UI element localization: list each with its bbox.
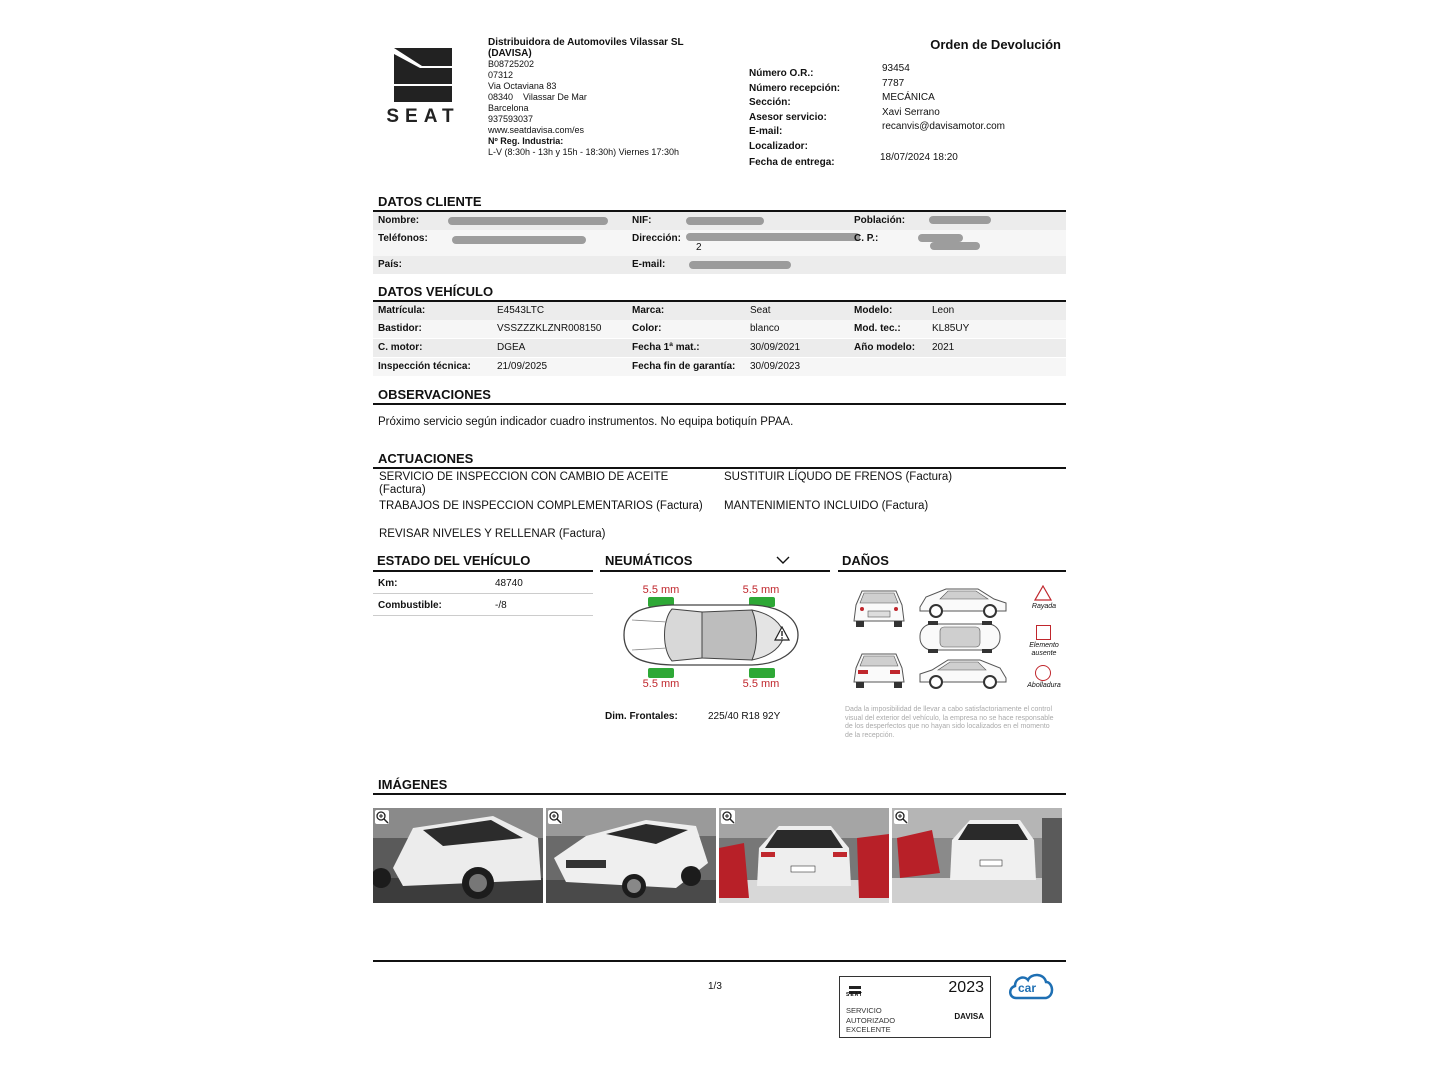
- order-field: Número recepción:: [749, 83, 841, 94]
- dealer-cif: B08725202: [488, 59, 535, 69]
- dealer-postal-city: [488, 92, 728, 103]
- badge-dealer: DAVISA: [954, 1012, 984, 1021]
- legend-scratch-label: Rayada: [1031, 603, 1057, 610]
- vehicle-label: C. motor:: [378, 342, 423, 353]
- vehicle-label: Año modelo:: [854, 342, 916, 353]
- car-front-view-icon: [850, 585, 908, 629]
- seat-wordmark: SEAT: [386, 106, 460, 127]
- order-field: Localizador:: [749, 141, 808, 152]
- car-side-view-left-icon: [916, 656, 1010, 690]
- damages-rule: [838, 570, 1066, 572]
- pais-label: País:: [378, 259, 402, 270]
- actions-title: ACTUACIONES: [378, 451, 474, 466]
- client-row: [373, 212, 1066, 230]
- cp-label: C. P.:: [854, 233, 879, 244]
- order-field: Número O.R.:: [749, 68, 814, 79]
- delivery-date: 18/07/2024 18:20: [880, 152, 958, 163]
- document-title: Orden de Devolución: [930, 37, 1061, 52]
- warning-triangle-icon: [774, 626, 790, 641]
- fuel-label: Combustible:: [378, 600, 442, 611]
- km-value: 48740: [495, 578, 523, 589]
- dealer-postal: 08340: [488, 92, 514, 102]
- dent-legend-circle-icon: [1035, 665, 1051, 681]
- dealer-city: Vilassar De Mar: [523, 92, 587, 102]
- vehicle-row: [373, 302, 1066, 320]
- vehicle-photo-2[interactable]: [546, 808, 716, 903]
- redacted-email: [689, 261, 791, 269]
- images-rule: [373, 793, 1066, 795]
- warranty-end-value: 30/09/2023: [750, 361, 801, 372]
- footer-rule: [373, 960, 1066, 962]
- badge-seat-icon: [848, 982, 862, 992]
- dealer-street: Via Octaviana 83: [488, 81, 557, 91]
- vehicle-state-rule: [373, 570, 593, 572]
- nombre-label: Nombre:: [378, 215, 420, 226]
- tread-rear-right: [749, 668, 775, 678]
- dealer-phone: 937593037: [488, 114, 534, 124]
- zoom-icon[interactable]: [375, 810, 389, 824]
- dealer-hours: L-V (8:30h - 13h y 15h - 18:30h) Viernes 17:30h: [488, 147, 679, 157]
- vehicle-photo-4[interactable]: [892, 808, 1062, 903]
- vehicle-state-title: ESTADO DEL VEHÍCULO: [377, 553, 531, 568]
- vehicle-row: [373, 339, 1066, 357]
- vehicle-label: Modelo:: [854, 305, 893, 316]
- fuel-row: [373, 595, 593, 616]
- vehicle-photo-1[interactable]: [373, 808, 543, 903]
- zoom-icon[interactable]: [894, 810, 908, 824]
- direccion-extra: 2: [696, 242, 702, 253]
- vehicle-section-title: DATOS VEHÍCULO: [378, 284, 494, 299]
- tech-model-value: KL85UY: [932, 323, 970, 334]
- advisor-value: Xavi Serrano: [882, 107, 940, 118]
- action-item: REVISAR NIVELES Y RELLENAR (Factura): [379, 528, 606, 540]
- order-field: E-mail:: [749, 126, 783, 137]
- car-top-small-icon: [916, 620, 1004, 654]
- tyre-depth-rear-left: 5.5 mm: [642, 678, 680, 690]
- dealer-name-short: (DAVISA): [488, 48, 532, 59]
- vehicle-label: Fecha fin de garantía:: [632, 361, 736, 372]
- km-row: [373, 573, 593, 594]
- km-label: Km:: [378, 578, 398, 589]
- redacted-nif: [686, 217, 764, 225]
- vehicle-label: Color:: [632, 323, 662, 334]
- page-number: 1/3: [708, 981, 722, 992]
- tyre-dimension-label: Dim. Frontales:: [605, 711, 678, 722]
- action-item: MANTENIMIENTO INCLUIDO (Factura): [724, 500, 929, 512]
- order-field: Sección:: [749, 97, 791, 108]
- observations-rule: [373, 403, 1066, 405]
- plate-value: E4543LTC: [497, 305, 545, 316]
- vehicle-label: Bastidor:: [378, 323, 422, 334]
- client-row: [373, 256, 1066, 274]
- tyre-depth-front-left: 5.5 mm: [642, 584, 680, 596]
- redacted-phone: [452, 236, 586, 244]
- actions-rule: [373, 467, 1066, 469]
- dealer-reg-label: Nº Reg. Industria:: [488, 136, 564, 146]
- vehicle-label: Fecha 1ª mat.:: [632, 342, 700, 353]
- brand-value: Seat: [750, 305, 771, 316]
- dealer-web[interactable]: www.seatdavisa.com/es: [488, 125, 585, 135]
- redacted-name: [448, 217, 608, 225]
- badge-text: SERVICIO AUTORIZADO EXCELENTE: [846, 1006, 896, 1034]
- dealer-name: Distribuidora de Automoviles Vilassar SL: [488, 37, 684, 48]
- vehicle-row: [373, 358, 1066, 376]
- vehicle-row: [373, 320, 1066, 338]
- zoom-icon[interactable]: [721, 810, 735, 824]
- first-registration-value: 30/09/2021: [750, 342, 801, 353]
- car-side-view-right-icon: [916, 585, 1010, 619]
- tyre-depth-rear-right: 5.5 mm: [742, 678, 780, 690]
- model-value: Leon: [932, 305, 955, 316]
- legend-dent-label: Abolladura: [1027, 682, 1061, 689]
- client-row: [373, 230, 1066, 256]
- car-rear-view-icon: [850, 648, 908, 690]
- tyres-chevron-down-icon[interactable]: [776, 552, 790, 562]
- section-value: MECÁNICA: [882, 92, 935, 103]
- vehicle-label: Marca:: [632, 305, 665, 316]
- seat-logo: [372, 44, 474, 126]
- action-item: SUSTITUIR LÍQUDO DE FRENOS (Factura): [724, 471, 953, 483]
- observations-title: OBSERVACIONES: [378, 387, 491, 402]
- telefonos-label: Teléfonos:: [378, 233, 428, 244]
- tread-rear-left: [648, 668, 674, 678]
- images-title: IMÁGENES: [378, 777, 448, 792]
- car-cloud-logo-icon: [1006, 970, 1056, 1002]
- damages-title: DAÑOS: [842, 553, 889, 568]
- order-field: Asesor servicio:: [749, 112, 827, 123]
- color-value: blanco: [750, 323, 780, 334]
- scratch-legend-triangle-icon: [1034, 585, 1052, 601]
- tyre-dimension-value: 225/40 R18 92Y: [708, 711, 781, 722]
- model-year-value: 2021: [932, 342, 955, 353]
- vehicle-label: Matrícula:: [378, 305, 426, 316]
- order-field: Fecha de entrega:: [749, 157, 835, 168]
- order-number: 93454: [882, 63, 910, 74]
- badge-year: 2023: [948, 979, 984, 996]
- direccion-label: Dirección:: [632, 233, 681, 244]
- vehicle-label: Inspección técnica:: [378, 361, 471, 372]
- observations-text: Próximo servicio según indicador cuadro instrumentos. No equipa botiquín PPAA.: [378, 416, 794, 428]
- email-label: E-mail:: [632, 259, 666, 270]
- vehicle-label: Mod. tec.:: [854, 323, 901, 334]
- vehicle-photo-3[interactable]: [719, 808, 889, 903]
- badge-brand: SEAT: [846, 992, 863, 998]
- tyres-rule: [600, 570, 830, 572]
- zoom-icon[interactable]: [548, 810, 562, 824]
- reception-number: 7787: [882, 78, 905, 89]
- vin-value: VSSZZZKLZNR008150: [497, 323, 602, 334]
- client-section-title: DATOS CLIENTE: [378, 194, 482, 209]
- tyres-title: NEUMÁTICOS: [605, 553, 693, 568]
- dealer-province: Barcelona: [488, 103, 529, 113]
- tyre-depth-front-right: 5.5 mm: [742, 584, 780, 596]
- email-value[interactable]: recanvis@davisamotor.com: [882, 121, 1005, 132]
- legend-missing-label: Elemento ausente: [1029, 642, 1059, 657]
- action-item: SERVICIO DE INSPECCION CON CAMBIO DE ACEITE (Factura): [379, 471, 669, 496]
- redacted-cp: [918, 234, 963, 242]
- dealer-code: 07312: [488, 70, 514, 80]
- missing-legend-square-icon: [1036, 625, 1051, 640]
- fuel-value: -/8: [495, 600, 507, 611]
- redacted-address: [686, 233, 860, 241]
- damages-disclaimer: Dada la imposibilidad de llevar a cabo satisfactoriamente el control visual del exterior del vehículo, la empresa no se hace responsable de los desperfectos que no hayan sido localizados en el momento de la recepción.: [845, 706, 1054, 739]
- car-logo-text: car: [1018, 981, 1037, 995]
- dealer-info: [488, 37, 728, 158]
- excellence-badge: [839, 976, 991, 1038]
- redacted-city: [929, 216, 991, 224]
- action-item: TRABAJOS DE INSPECCION COMPLEMENTARIOS (Factura): [379, 500, 703, 512]
- nif-label: NIF:: [632, 215, 652, 226]
- inspection-value: 21/09/2025: [497, 361, 548, 372]
- poblacion-label: Población:: [854, 215, 906, 226]
- redacted-cp-2: [930, 242, 980, 250]
- engine-value: DGEA: [497, 342, 526, 353]
